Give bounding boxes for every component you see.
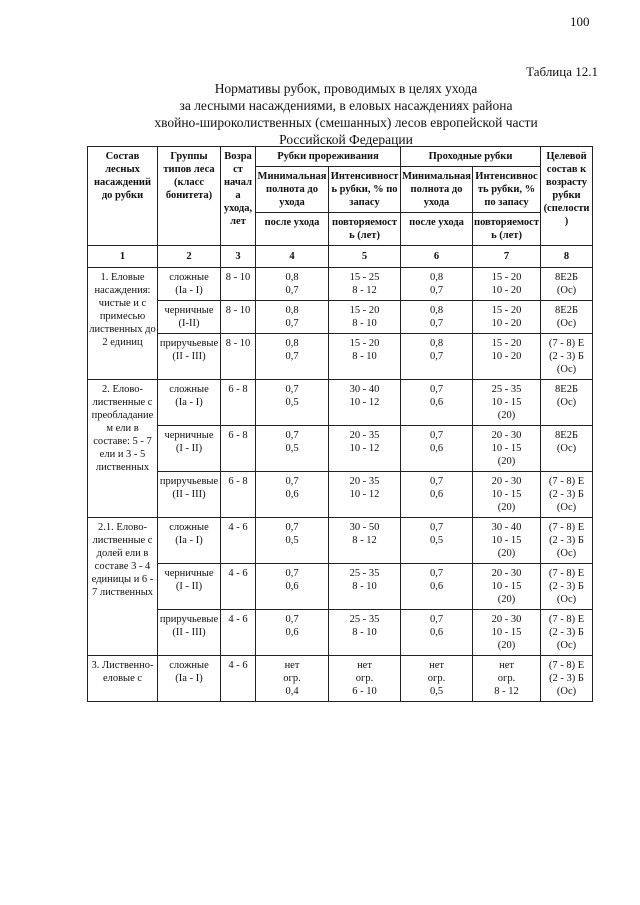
thinning-density-cell <box>256 301 329 334</box>
forest-type-cell <box>158 301 221 334</box>
thinning-intensity-cell <box>329 301 401 334</box>
cell-line: 15 - 20 <box>491 338 522 349</box>
header-thinning: Рубки прореживания <box>256 147 401 167</box>
cell-line: 0,7 <box>285 384 299 395</box>
target-composition-cell <box>541 334 593 380</box>
cell-line: (I - II) <box>175 443 203 454</box>
cell-line: 20 - 30 <box>491 430 522 441</box>
cell-line: 30 - 50 <box>349 522 380 533</box>
table-row <box>88 656 593 702</box>
target-composition-cell <box>541 656 593 702</box>
start-age-cell: 4 - 6 <box>221 564 256 610</box>
forest-type-cell <box>158 334 221 380</box>
passing-intensity-cell <box>473 334 541 380</box>
cell-line: 20 - 30 <box>491 614 522 625</box>
thinning-intensity-cell <box>329 610 401 656</box>
page-number: 100 <box>570 14 590 29</box>
header-start-age: Возраст начала ухода, лет <box>221 147 256 246</box>
cell-line: 0,8 <box>285 338 299 349</box>
composition-cell: 1. Еловые насаждения: чистые и с примесью лиственных до 2 единиц <box>88 268 158 380</box>
cell-line: (Iа - I) <box>175 535 203 546</box>
cell-line: 15 - 20 <box>491 272 522 283</box>
thinning-density-cell <box>256 564 329 610</box>
passing-density-cell <box>401 656 473 702</box>
cell-line: 8 - 12 <box>494 686 519 697</box>
cell-line: 0,7 <box>429 476 444 487</box>
forest-type-cell <box>158 268 221 301</box>
passing-intensity-cell <box>473 472 541 518</box>
cell-line: огр. <box>497 673 516 684</box>
forest-type-cell <box>158 656 221 702</box>
forest-type-cell <box>158 610 221 656</box>
column-number: 6 <box>401 246 473 268</box>
passing-density-cell <box>401 610 473 656</box>
passing-density-cell <box>401 426 473 472</box>
cell-line: 25 - 35 <box>491 384 522 395</box>
header-after-care: после ухода <box>401 213 473 246</box>
cell-line: 10 - 15 <box>491 581 522 592</box>
start-age-cell: 6 - 8 <box>221 426 256 472</box>
cell-line: черничные <box>164 305 214 316</box>
cell-line: 10 - 12 <box>349 397 380 408</box>
cell-line: 0,8 <box>429 272 444 283</box>
cell-line: 0,6 <box>285 627 299 638</box>
cell-line: (20) <box>497 502 516 513</box>
cell-line: 15 - 20 <box>491 305 522 316</box>
cell-line: (Ос) <box>556 318 577 329</box>
header-after-care: после ухода <box>256 213 329 246</box>
start-age-cell: 6 - 8 <box>221 472 256 518</box>
cell-line: (II - III) <box>172 351 206 362</box>
target-composition-cell <box>541 564 593 610</box>
cell-line: черничные <box>164 568 214 579</box>
cell-line: 8Е2Б <box>555 272 578 283</box>
cell-line: 20 - 30 <box>491 568 522 579</box>
thinning-intensity-cell <box>329 334 401 380</box>
target-composition-cell <box>541 610 593 656</box>
thinning-intensity-cell <box>329 518 401 564</box>
cell-line: (2 - 3) Б <box>549 673 584 684</box>
title-line: Российской Федерации <box>279 132 413 147</box>
table-title <box>86 80 606 148</box>
composition-cell: 3. Лиственно-еловые с <box>88 656 158 702</box>
cell-line: 0,6 <box>429 397 444 408</box>
start-age-cell: 6 - 8 <box>221 380 256 426</box>
cell-line: (Ос) <box>556 285 577 296</box>
header-min-density: Минимальная полнота до ухода <box>401 167 473 213</box>
column-number: 1 <box>88 246 158 268</box>
cell-line: 15 - 20 <box>349 338 380 349</box>
passing-density-cell <box>401 472 473 518</box>
cell-line: 0,5 <box>429 686 444 697</box>
cell-line: приручьевые <box>159 338 219 349</box>
passing-density-cell <box>401 518 473 564</box>
cell-line: нет <box>284 660 300 671</box>
cell-line: 8 - 10 <box>352 351 377 362</box>
target-composition-cell <box>541 426 593 472</box>
cell-line: (2 - 3) Б <box>549 627 584 638</box>
thinning-intensity-cell <box>329 656 401 702</box>
column-number: 2 <box>158 246 221 268</box>
header-repeat: повторяемость (лет) <box>473 213 541 246</box>
passing-density-cell <box>401 301 473 334</box>
cell-line: 0,7 <box>285 430 299 441</box>
thinning-density-cell <box>256 380 329 426</box>
cell-line: (Iа - I) <box>175 285 203 296</box>
cell-line: 0,4 <box>285 686 299 697</box>
cell-line: (2 - 3) Б <box>549 351 584 362</box>
cell-line: 20 - 35 <box>349 476 380 487</box>
passing-intensity-cell <box>473 610 541 656</box>
composition-cell: 2. Елово-лиственные с преобладанием ели в составе: 5 - 7 ели и 3 - 5 лиственных <box>88 380 158 518</box>
cell-line: (Iа - I) <box>175 673 203 684</box>
cell-line: 0,6 <box>285 489 299 500</box>
table-row <box>88 426 593 472</box>
cell-line: сложные <box>169 660 209 671</box>
title-line: хвойно-широколиственных (смешанных) лесов европейской части <box>154 115 538 130</box>
cell-line: 0,5 <box>429 535 444 546</box>
cell-line: 0,7 <box>429 614 444 625</box>
cell-line: нет <box>357 660 372 671</box>
header-target-composition: Целевой состав к возрасту рубки (спелости) <box>541 147 593 246</box>
cell-line: 0,7 <box>429 568 444 579</box>
header-intensity: Интенсивность рубки, % по запасу <box>473 167 541 213</box>
column-number: 7 <box>473 246 541 268</box>
table-row <box>88 334 593 380</box>
cell-line: 0,8 <box>285 272 299 283</box>
forest-type-cell <box>158 564 221 610</box>
cell-line: сложные <box>169 272 209 283</box>
cell-line: нет <box>429 660 444 671</box>
cell-line: 8 - 12 <box>352 285 377 296</box>
cell-line: 0,6 <box>429 443 444 454</box>
cell-line: 0,5 <box>285 443 299 454</box>
cell-line: (Iа - I) <box>175 397 203 408</box>
cell-line: 25 - 35 <box>349 568 380 579</box>
cell-line: (2 - 3) Б <box>549 535 584 546</box>
forest-type-cell <box>158 518 221 564</box>
column-number: 4 <box>256 246 329 268</box>
cell-line: приручьевые <box>159 476 219 487</box>
norms-table <box>87 146 593 702</box>
cell-line: 15 - 25 <box>349 272 380 283</box>
cell-line: 0,8 <box>429 305 444 316</box>
header-passing-cuts: Проходные рубки <box>401 147 541 167</box>
cell-line: (7 - 8) Е <box>548 614 585 625</box>
cell-line: 8Е2Б <box>555 430 578 441</box>
table-label: Таблица 12.1 <box>526 64 598 79</box>
thinning-density-cell <box>256 610 329 656</box>
passing-intensity-cell <box>473 380 541 426</box>
cell-line: (Ос) <box>556 364 577 375</box>
thinning-intensity-cell <box>329 472 401 518</box>
cell-line: (20) <box>497 410 516 421</box>
cell-line: 0,5 <box>285 535 299 546</box>
start-age-cell: 8 - 10 <box>221 301 256 334</box>
table-row <box>88 380 593 426</box>
cell-line: 20 - 35 <box>349 430 380 441</box>
cell-line: 30 - 40 <box>491 522 522 533</box>
cell-line: 20 - 30 <box>491 476 522 487</box>
cell-line: 0,7 <box>429 285 444 296</box>
passing-density-cell <box>401 334 473 380</box>
thinning-density-cell <box>256 334 329 380</box>
cell-line: огр. <box>427 673 446 684</box>
cell-line: 10 - 12 <box>349 489 380 500</box>
passing-intensity-cell <box>473 518 541 564</box>
thinning-intensity-cell <box>329 564 401 610</box>
cell-line: 0,7 <box>429 430 444 441</box>
cell-line: 0,6 <box>285 581 299 592</box>
cell-line: сложные <box>169 522 209 533</box>
start-age-cell: 4 - 6 <box>221 610 256 656</box>
cell-line: 0,7 <box>285 614 299 625</box>
passing-density-cell <box>401 380 473 426</box>
thinning-density-cell <box>256 656 329 702</box>
cell-line: 0,7 <box>285 522 299 533</box>
title-line: Нормативы рубок, проводимых в целях ухода <box>214 81 478 96</box>
table-row <box>88 610 593 656</box>
cell-line: (7 - 8) Е <box>548 568 585 579</box>
cell-line: черничные <box>164 430 214 441</box>
thinning-density-cell <box>256 268 329 301</box>
cell-line: огр. <box>283 673 301 684</box>
cell-line: 8 - 12 <box>352 535 377 546</box>
start-age-cell: 4 - 6 <box>221 656 256 702</box>
target-composition-cell <box>541 301 593 334</box>
passing-density-cell <box>401 268 473 301</box>
thinning-intensity-cell <box>329 426 401 472</box>
cell-line: 0,5 <box>285 397 299 408</box>
cell-line: (Ос) <box>556 502 577 513</box>
cell-line: (II - III) <box>172 627 206 638</box>
title-line: за лесными насаждениями, в еловых насаждениях района <box>179 98 513 113</box>
table-row <box>88 564 593 610</box>
column-number-row <box>88 246 593 268</box>
forest-type-cell <box>158 472 221 518</box>
cell-line: 10 - 15 <box>491 535 522 546</box>
cell-line: 8 - 10 <box>352 581 377 592</box>
header-forest-type: Группы типов леса (класс бонитета) <box>158 147 221 246</box>
cell-line: (20) <box>497 548 516 559</box>
cell-line: 8Е2Б <box>555 384 578 395</box>
cell-line: 10 - 15 <box>491 489 522 500</box>
cell-line: (Ос) <box>556 686 577 697</box>
start-age-cell: 8 - 10 <box>221 334 256 380</box>
cell-line: 8Е2Б <box>555 305 578 316</box>
cell-line: 0,7 <box>285 568 299 579</box>
table-row <box>88 472 593 518</box>
cell-line: (7 - 8) Е <box>548 476 585 487</box>
cell-line: (Ос) <box>556 397 577 408</box>
header-composition: Состав лесных насаждений до рубки <box>88 147 158 246</box>
passing-intensity-cell <box>473 426 541 472</box>
cell-line: 0,7 <box>429 351 444 362</box>
column-number: 3 <box>221 246 256 268</box>
start-age-cell: 8 - 10 <box>221 268 256 301</box>
forest-type-cell <box>158 426 221 472</box>
thinning-density-cell <box>256 518 329 564</box>
cell-line: 10 - 12 <box>349 443 380 454</box>
passing-density-cell <box>401 564 473 610</box>
thinning-density-cell <box>256 472 329 518</box>
target-composition-cell <box>541 472 593 518</box>
cell-line: 0,7 <box>429 384 444 395</box>
cell-line: 25 - 35 <box>349 614 380 625</box>
cell-line: (2 - 3) Б <box>549 489 584 500</box>
passing-intensity-cell <box>473 268 541 301</box>
forest-type-cell <box>158 380 221 426</box>
cell-line: (I - II) <box>175 581 203 592</box>
cell-line: 8 - 10 <box>352 627 377 638</box>
cell-line: (20) <box>497 640 516 651</box>
cell-line: приручьевые <box>159 614 219 625</box>
cell-line: (Ос) <box>556 548 577 559</box>
cell-line: 0,7 <box>285 351 299 362</box>
target-composition-cell <box>541 380 593 426</box>
table-row <box>88 268 593 301</box>
target-composition-cell <box>541 268 593 301</box>
cell-line: 30 - 40 <box>349 384 380 395</box>
column-number: 8 <box>541 246 593 268</box>
cell-line: 10 - 15 <box>491 443 522 454</box>
cell-line: (I-II) <box>178 318 200 329</box>
cell-line: 10 - 15 <box>491 627 522 638</box>
cell-line: 0,7 <box>285 318 299 329</box>
cell-line: (II - III) <box>172 489 206 500</box>
cell-line: (Ос) <box>556 443 577 454</box>
cell-line: (20) <box>497 456 516 467</box>
cell-line: 10 - 20 <box>491 285 522 296</box>
cell-line: (7 - 8) Е <box>548 522 585 533</box>
cell-line: огр. <box>355 673 374 684</box>
table-row <box>88 518 593 564</box>
cell-line: 0,7 <box>285 285 299 296</box>
cell-line: (7 - 8) Е <box>548 338 585 349</box>
composition-cell: 2.1. Елово-лиственные с долей ели в составе 3 - 4 единицы и 6 - 7 лиственных <box>88 518 158 656</box>
cell-line: 15 - 20 <box>349 305 380 316</box>
cell-line: 8 - 10 <box>352 318 377 329</box>
cell-line: сложные <box>169 384 209 395</box>
thinning-intensity-cell <box>329 268 401 301</box>
target-composition-cell <box>541 518 593 564</box>
cell-line: (7 - 8) Е <box>548 660 585 671</box>
cell-line: 0,6 <box>429 627 444 638</box>
cell-line: нет <box>499 660 514 671</box>
cell-line: 0,6 <box>429 581 444 592</box>
passing-intensity-cell <box>473 564 541 610</box>
header-min-density: Минимальная полнота до ухода <box>256 167 329 213</box>
passing-intensity-cell <box>473 301 541 334</box>
cell-line: 10 - 20 <box>491 318 522 329</box>
header-intensity: Интенсивность рубки, % по запасу <box>329 167 401 213</box>
cell-line: 0,7 <box>285 476 299 487</box>
thinning-density-cell <box>256 426 329 472</box>
passing-intensity-cell <box>473 656 541 702</box>
cell-line: 0,6 <box>429 489 444 500</box>
cell-line: (2 - 3) Б <box>549 581 584 592</box>
cell-line: 0,8 <box>285 305 299 316</box>
cell-line: 10 - 20 <box>491 351 522 362</box>
cell-line: 0,7 <box>429 522 444 533</box>
cell-line: (Ос) <box>556 594 577 605</box>
cell-line: 0,7 <box>429 318 444 329</box>
cell-line: (Ос) <box>556 640 577 651</box>
table-body <box>88 246 593 702</box>
thinning-intensity-cell <box>329 380 401 426</box>
cell-line: 6 - 10 <box>352 686 377 697</box>
cell-line: 0,8 <box>429 338 444 349</box>
column-number: 5 <box>329 246 401 268</box>
start-age-cell: 4 - 6 <box>221 518 256 564</box>
table-row <box>88 301 593 334</box>
header-repeat: повторяемость (лет) <box>329 213 401 246</box>
cell-line: 10 - 15 <box>491 397 522 408</box>
cell-line: (20) <box>497 594 516 605</box>
